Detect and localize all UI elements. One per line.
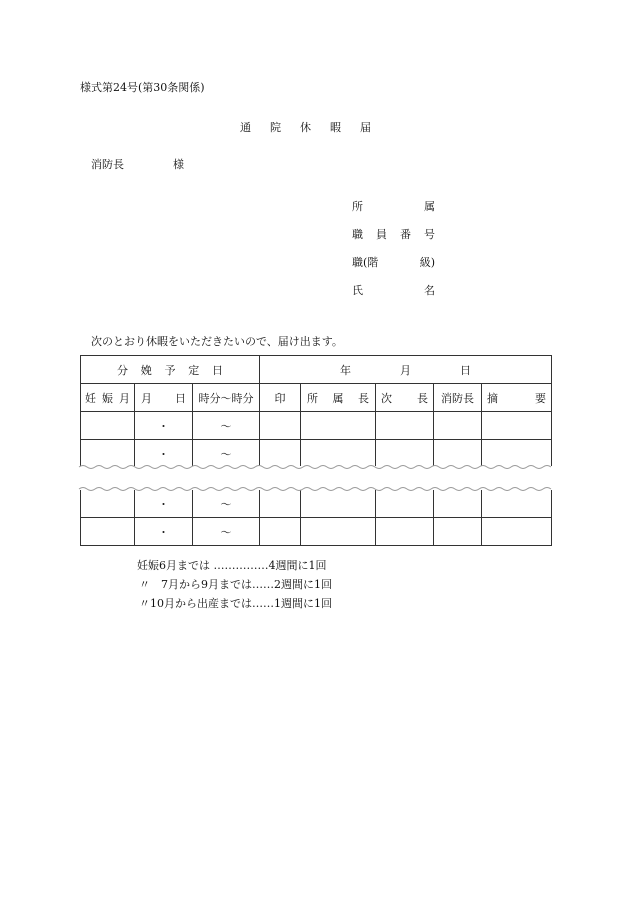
date-separator: ・ [135,518,193,546]
table-header-row-2 [81,384,552,412]
col-time-range: 時分〜時分 [193,384,260,412]
note-line: 妊娠6月までは ……………4週間に1回 [137,559,327,572]
expected-delivery-date-header: 分 娩 予 定 日 [81,356,260,384]
col-remarks: 摘 要 [482,384,552,412]
date-separator: ・ [135,412,193,440]
addressee: 消防長 [91,158,124,171]
time-separator: 〜 [193,412,260,440]
col-seal: 印 [260,384,301,412]
col-pregnancy-month: 妊 娠 月 [81,384,135,412]
table-row [81,412,552,440]
col-fire-chief: 消防長 [434,384,482,412]
addressee-suffix: 様 [173,158,184,171]
note-line: 〃10月から出産までは……1週間に1回 [139,597,332,610]
date-header: 年 月 日 [260,356,552,384]
field-employee-number: 職 員 番 号 [352,228,435,241]
time-separator: 〜 [193,518,260,546]
date-separator: ・ [135,490,193,518]
col-department-head: 所 属 長 [301,384,376,412]
time-separator: 〜 [193,490,260,518]
field-position-rank: 職(階 級) [352,256,435,269]
col-deputy-chief: 次 長 [376,384,434,412]
col-month-day: 月 日 [135,384,193,412]
request-text: 次のとおり休暇をいただきたいので、届け出ます。 [91,335,343,348]
note-line: 〃 7月から9月までは……2週間に1回 [139,578,332,591]
form-title: 通院休暇届 [240,121,390,134]
table-header-row-1 [81,356,552,384]
form-number: 様式第24号(第30条関係) [80,81,205,94]
wavy-break-lines [78,462,554,494]
field-department: 所 属 [352,200,435,213]
leave-table [80,355,552,546]
time-separator: 〜 [193,440,260,468]
field-name: 氏 名 [352,284,435,297]
date-separator: ・ [135,440,193,468]
table-row [81,518,552,546]
